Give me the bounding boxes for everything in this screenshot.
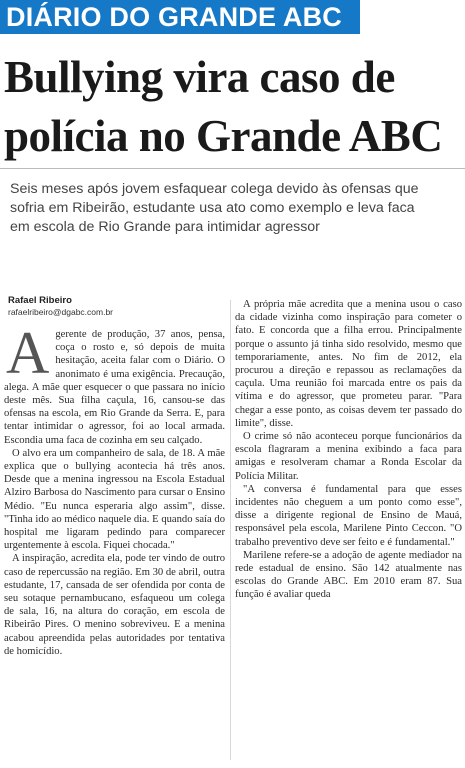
- author-byline: Rafael Ribeiro: [8, 295, 72, 306]
- paragraph: "A conversa é fundamental para que esses incidentes não cheguem a um ponto como esse", disse a dirigente regional de Ensino de Mauá, responsável pela escola, Marilene Pinto Ceccon. "O trabalho preventivo deve ser feito e é fundamental.": [235, 483, 462, 548]
- paragraph: gerente de produção, 37 anos, pensa, coça o rosto e, só depois de muita hesitação, aceita falar com o Diário. O anonimato é uma exigência. Precaução, alega. A mãe quer esquecer o que passara no início deste mês. Sua filha caçula, 16, cansou-se das ofensas na escola, em Rio Grande da Serra. E, para tentar intimidar o agressor, foi ao local armada. Escondia uma faca de cozinha em seu calçado.: [4, 329, 225, 446]
- column-divider: [230, 300, 231, 760]
- article-column-left: [4, 320, 225, 658]
- divider: [0, 168, 465, 169]
- paragraph: A própria mãe acredita que a menina usou o caso da cidade vizinha como inspiração para cometer o fato. E concorda que a filha errou. Principalmente porque o assunto já tinha sido resolvido, mesmo que temporariamente, antes. No fim de 2012, ela procurou a direção e repassou as reclamações da caçula. Uma reunião foi marcada entre os pais da vítima e do agressor, que prometeu parar. "Para chegar a esse ponto, as coisas devem ter passado do limite", disse.: [235, 299, 462, 429]
- paragraph: A inspiração, acredita ela, pode ter vindo de outro caso de repercussão na região. Em 30 de abril, outra estudante, 17, cansada de ser ofendida por conta de seu sotaque pernambucano, esfaqueou um colega de sala, 16, na altura do coração, em escola de Ribeirão Pires. O menino sobreviveu. E a menina acabou apreendida pelas autoridades por tentativa de homicídio.: [4, 553, 225, 657]
- paragraph: Marilene refere-se a adoção de agente mediador na rede estadual de ensino. São 142 atualmente nas escolas do Grande ABC. Em 2010 eram 87. Sua função é avaliar queda: [235, 549, 462, 601]
- drop-cap: A: [6, 320, 50, 386]
- paragraph: O alvo era um companheiro de sala, de 18. A mãe explica que o bullying acontecia há três anos. Desde que a menina ingressou na Escola Estadual Alziro Barbosa do Nascimento para cursar o Ensino Médio. "Eu nunca esperaria algo assim", disse. "Tinha ido ao médico naquele dia. E quando saía do hospital me ligaram pedindo para comparecer urgentemente à escola. Fiquei chocada.": [4, 447, 225, 552]
- author-email: rafaelribeiro@dgabc.com.br: [8, 307, 114, 317]
- article-headline: Bullying vira caso de polícia no Grande ABC: [4, 52, 443, 161]
- masthead-title: DIÁRIO DO GRANDE ABC: [0, 0, 360, 34]
- paragraph: O crime só não aconteceu porque funcionários da escola flagraram a menina exibindo a faca para amigas e resolveram chamar a Ronda Escolar da Polícia Militar.: [235, 431, 462, 482]
- article-subhead: Seis meses após jovem esfaquear colega devido às ofensas que sofria em Ribeirão, estudante usa ato como exemplo e leva faca em escola de Rio Grande para intimidar agressor: [10, 181, 419, 235]
- article-column-right: [235, 298, 462, 602]
